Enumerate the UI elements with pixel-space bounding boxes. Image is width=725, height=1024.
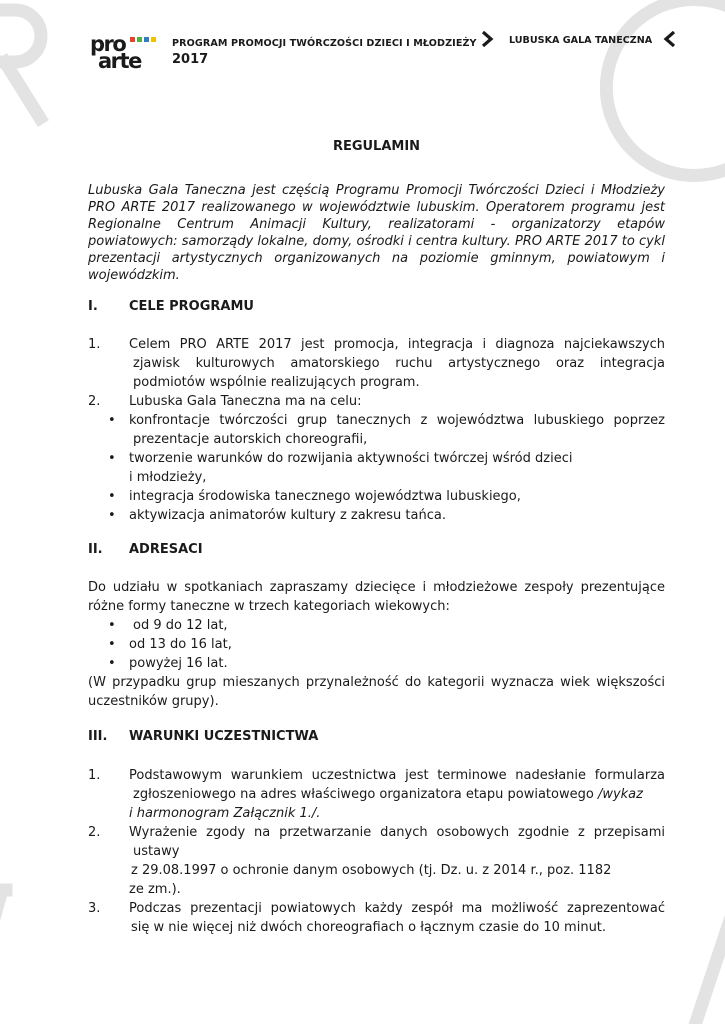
paragraph-line: (W przypadku grup mieszanych przynależność do kategorii wyznacza wiek większości: [88, 675, 665, 690]
item-text: ustawy: [133, 844, 180, 859]
section-number: II.: [88, 542, 103, 557]
section-title: CELE PROGRAMU: [129, 299, 254, 314]
bullet-icon: •: [108, 489, 116, 504]
chevron-right-icon: [480, 31, 494, 47]
logo-text-arte: arte: [98, 49, 141, 73]
bullet-item: [108, 616, 665, 635]
item-number: 1.: [88, 768, 101, 783]
list-item-continuation: [88, 918, 665, 937]
intro-paragraph: Lubuska Gala Taneczna jest częścią Programu Promocji Twórczości Dzieci i Młodzieży PRO ARTE 2017 realizowanego w województwie lubuskim. Operatorem programu jest Regionalne Centrum Animacji Kultury, realizatorami - organizatorzy etapów powiatowych: samorządy lokalne, domy, ośrodki i centra kultury. PRO ARTE 2017 to cykl prezentacji artystycznych organizowanych na poziomie gminnym, powiatowym i wojewódzkim.: [88, 183, 665, 283]
item-text: Celem PRO ARTE 2017 jest promocja, integracja i diagnoza najciekawszych: [129, 337, 665, 352]
bullet-text: i młodzieży,: [129, 470, 207, 485]
section-heading-adresaci: [88, 542, 203, 557]
item-text: Podczas prezentacji powiatowych każdy zespół ma możliwość zaprezentować: [129, 901, 665, 916]
bullet-item: [108, 487, 665, 506]
list-item: [88, 392, 665, 411]
item-number: 3.: [88, 901, 101, 916]
item-text: podmiotów wspólnie realizujących program.: [133, 375, 420, 390]
paragraph-line: Do udziału w spotkaniach zapraszamy dziecięce i młodzieżowe zespoły prezentujące: [88, 580, 665, 595]
bullet-text: integracja środowiska tanecznego województwa lubuskiego,: [129, 489, 521, 504]
item-text: [133, 785, 665, 804]
bullet-item: [108, 411, 665, 430]
bullet-text: prezentacje autorskich choreografii,: [133, 432, 368, 447]
list-item-continuation: [88, 354, 665, 373]
section-heading-cele: [88, 299, 254, 314]
page-header: [90, 30, 690, 74]
bullet-item: [108, 654, 665, 673]
bullet-text: powyżej 16 lat.: [129, 656, 228, 671]
item-text: zjawisk kulturowych amatorskiego ruchu artystycznego oraz integracja: [133, 356, 665, 371]
list-item: [88, 766, 665, 785]
bullet-item: [108, 635, 665, 654]
bullet-text: aktywizacja animatorów kultury z zakresu tańca.: [129, 508, 446, 523]
item-text: ze zm.).: [129, 882, 181, 897]
logo-square-green: [137, 37, 142, 42]
deco-letter-a-left: [0, 890, 6, 1024]
item-text: Lubuska Gala Taneczna ma na celu:: [129, 394, 362, 409]
item-number: 1.: [88, 337, 101, 352]
paragraph-line: różne formy taneczne w trzech kategoriach wiekowych:: [88, 599, 450, 614]
bullet-icon: •: [108, 618, 116, 633]
logo-square-blue: [144, 37, 149, 42]
section-heading-warunki: [88, 729, 318, 744]
list-item-continuation: [88, 861, 665, 880]
item-text: Wyrażenie zgody na przetwarzanie danych osobowych zgodnie z przepisami: [129, 825, 665, 840]
event-name: LUBUSKA GALA TANECZNA: [509, 35, 653, 46]
bullet-text: od 13 do 16 lat,: [129, 637, 232, 652]
bullet-icon: •: [108, 451, 116, 466]
bullet-text: konfrontacje twórczości grup tanecznych z województwa lubuskiego poprzez: [129, 413, 665, 428]
bullet-text: tworzenie warunków do rozwijania aktywności twórczej wśród dzieci: [129, 451, 573, 466]
list-item-continuation: [88, 842, 665, 861]
bullet-continuation: [108, 468, 665, 487]
bullet-icon: •: [108, 508, 116, 523]
item-text: Podstawowym warunkiem uczestnictwa jest terminowe nadesłanie formularza: [129, 768, 665, 783]
list-item: [88, 335, 665, 354]
bullet-text: od 9 do 12 lat,: [133, 618, 228, 633]
bullet-icon: •: [108, 413, 116, 428]
bullet-continuation: [108, 430, 665, 449]
item-text: się w nie więcej niż dwóch choreografiach o łącznym czasie do 10 minut.: [131, 920, 607, 935]
item-number: 2.: [88, 825, 101, 840]
list-item-continuation: [88, 785, 665, 804]
section-title: ADRESACI: [129, 542, 203, 557]
list-item-continuation: [88, 880, 665, 899]
item-text-italic: /wykaz: [597, 787, 643, 802]
pro-arte-logo: [90, 32, 160, 73]
chevron-left-icon: [663, 31, 677, 47]
program-year: 2017: [172, 52, 209, 67]
item-text: i harmonogram Załącznik 1./.: [129, 806, 321, 821]
item-number: 2.: [88, 394, 101, 409]
logo-square-red: [130, 37, 135, 42]
section-number: I.: [88, 299, 98, 314]
section-number: III.: [88, 729, 108, 744]
logo-square-yellow: [151, 37, 156, 42]
logo-text-pro: pro: [90, 32, 126, 56]
list-item-continuation: [88, 373, 665, 392]
deco-letter-r: [0, 10, 41, 118]
bullet-item: [108, 506, 665, 525]
item-text-part: zgłoszeniowego na adres właściwego organizatora etapu powiatowego: [133, 787, 598, 802]
list-item: [88, 899, 665, 918]
program-title: PROGRAM PROMOCJI TWÓRCZOŚCI DZIECI I MŁODZIEŻY: [172, 38, 477, 49]
paragraph-line: uczestników grupy).: [88, 694, 219, 709]
deco-letter-a-right: [690, 890, 725, 1024]
item-text: z 29.08.1997 o ochronie danym osobowych (tj. Dz. u. z 2014 r., poz. 1182: [131, 863, 612, 878]
document-title: REGULAMIN: [332, 139, 421, 154]
section-title: WARUNKI UCZESTNICTWA: [129, 729, 319, 744]
bullet-icon: •: [108, 637, 116, 652]
bullet-item: [108, 449, 665, 468]
bullet-icon: •: [108, 656, 116, 671]
list-item: [88, 823, 665, 842]
list-item-continuation: [88, 804, 665, 823]
